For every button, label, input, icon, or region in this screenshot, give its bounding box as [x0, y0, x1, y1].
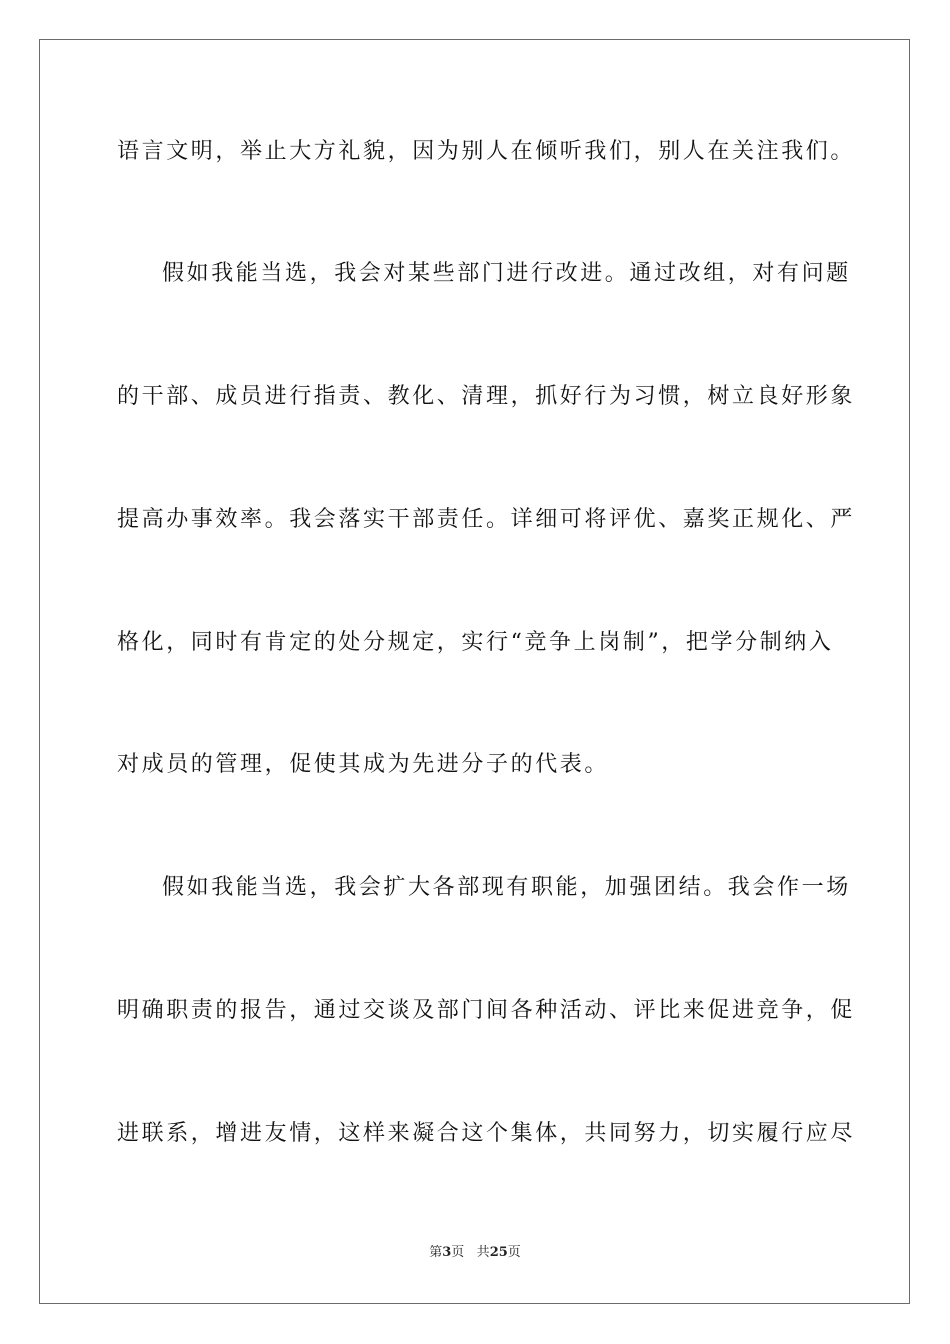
total-suffix: 页: [507, 1245, 521, 1260]
text-line-5: 格化，同时有肯定的处分规定，实行“竞争上岗制”，把学分制纳入: [117, 630, 834, 655]
page-suffix: 页: [451, 1245, 465, 1260]
text-line-8: 明确职责的报告，通过交谈及部门间各种活动、评比来促进竞争，促: [117, 998, 856, 1023]
total-prefix: 共: [476, 1245, 490, 1260]
text-line-9: 进联系，增进友情，这样来凝合这个集体，共同努力，切实履行应尽: [117, 1121, 856, 1146]
text-line-6: 对成员的管理，促使其成为先进分子的代表。: [117, 752, 610, 777]
text-line-1: 语言文明，举止大方礼貌，因为别人在倾听我们，别人在关注我们。: [117, 139, 856, 164]
text-line-4: 提高办事效率。我会落实干部责任。详细可将评优、嘉奖正规化、严: [117, 507, 856, 532]
text-line-2: 假如我能当选，我会对某些部门进行改进。通过改组，对有问题: [162, 261, 851, 286]
page-border: [39, 39, 910, 1304]
page-prefix: 第: [429, 1245, 443, 1260]
page-number: 3: [442, 1245, 452, 1260]
total-pages: 25: [489, 1245, 508, 1260]
page-footer: [0, 1245, 950, 1261]
text-line-7: 假如我能当选，我会扩大各部现有职能，加强团结。我会作一场: [162, 875, 851, 900]
text-line-3: 的干部、成员进行指责、教化、清理，抓好行为习惯，树立良好形象: [117, 384, 856, 409]
